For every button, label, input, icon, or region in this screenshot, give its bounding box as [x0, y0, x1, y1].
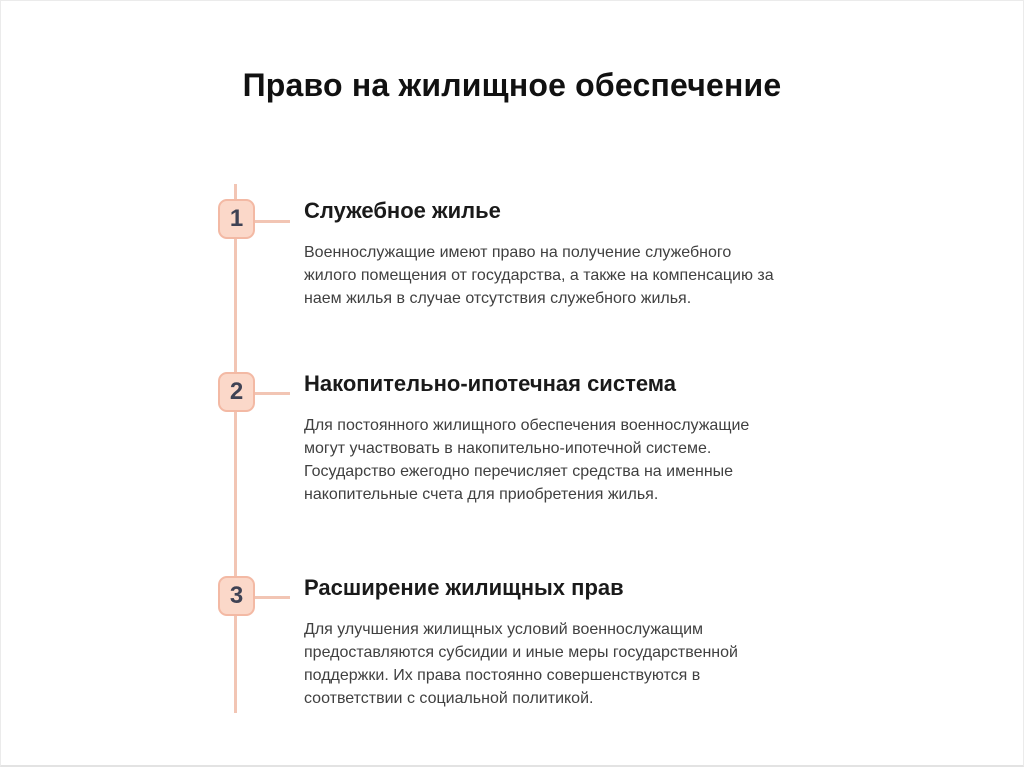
section-body: Военнослужащие имеют право на получение служебного жилого помещения от государства, а также на компенсацию за наем жилья в случае отсутствия служебного жилья. — [304, 244, 774, 307]
timeline-vertical-line — [234, 184, 237, 713]
section-body: Для постоянного жилищного обеспечения военнослужащие могут участвовать в накопительно-ипотечной системе. Государство ежегодно перечисляет средства на именные накопительные счета для приобретения жилья. — [304, 417, 750, 503]
connector-line-1 — [255, 220, 290, 223]
connector-line-2 — [255, 392, 290, 395]
step-number: 2 — [229, 378, 244, 405]
section-heading: Накопительно-ипотечная система — [304, 371, 677, 396]
section-heading: Расширение жилищных прав — [304, 575, 624, 600]
timeline-item — [304, 370, 776, 506]
step-number-badge-1 — [218, 199, 255, 239]
section-heading: Служебное жилье — [304, 198, 501, 223]
step-number-badge-2 — [218, 372, 255, 412]
section-body: Для улучшения жилищных условий военнослужащим предоставляются субсидии и иные меры государственной поддержки. Их права постоянно совершенствуются в соответствии с социальной политикой. — [304, 621, 738, 707]
step-number: 3 — [229, 582, 244, 609]
step-number: 1 — [229, 205, 244, 232]
connector-line-3 — [255, 596, 290, 599]
timeline-item — [304, 574, 776, 710]
timeline-item — [304, 197, 776, 310]
step-number-badge-3 — [218, 576, 255, 616]
page-title: Право на жилищное обеспечение — [242, 67, 782, 103]
